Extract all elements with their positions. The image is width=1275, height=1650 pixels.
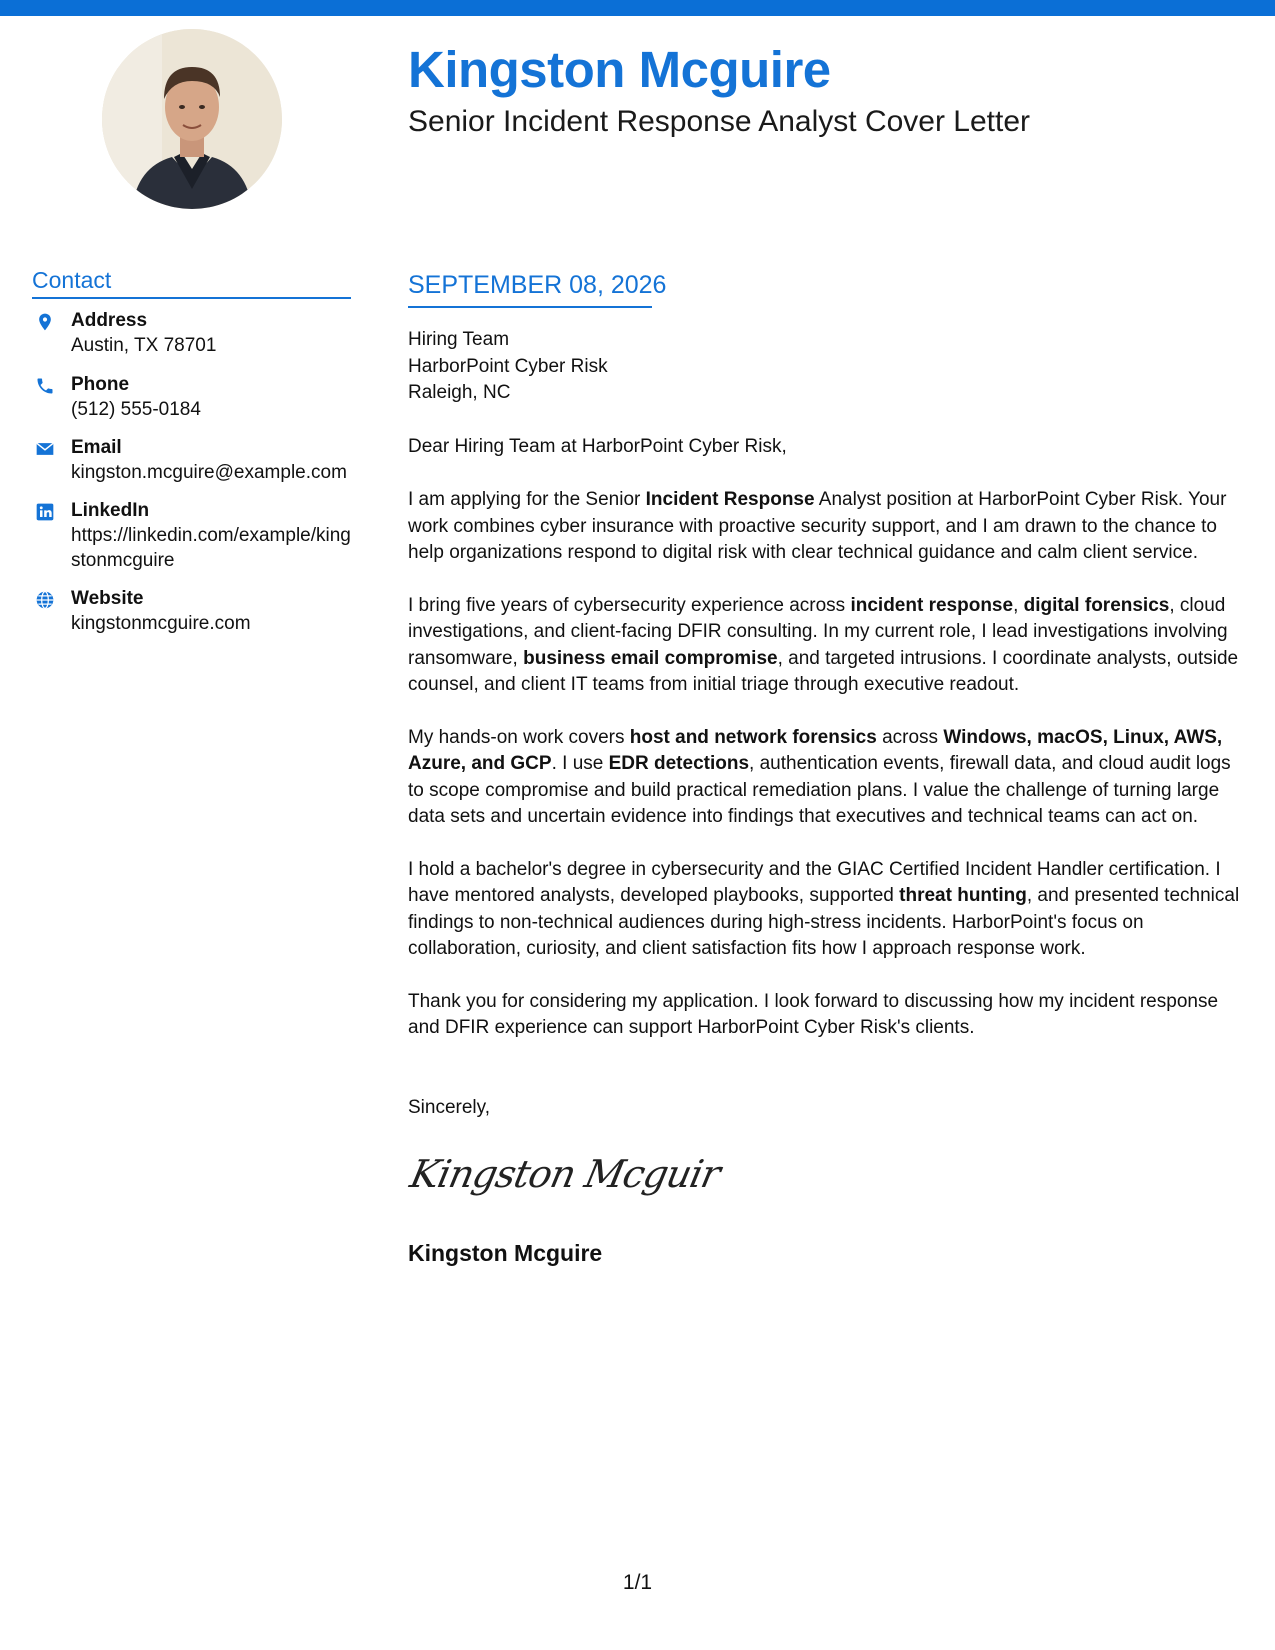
letter-body (408, 327, 1240, 1068)
emphasized-text: digital forensics (1023, 594, 1170, 616)
recipient-line: Raleigh, NC (408, 382, 511, 403)
contact-label: Website (71, 588, 144, 609)
linkedin-icon (35, 502, 55, 522)
portrait-image (102, 29, 282, 209)
applicant-name: Kingston Mcguire (408, 41, 831, 98)
paragraph-text: I bring five years of cybersecurity experience across (408, 594, 851, 616)
recipient-line: HarborPoint Cyber Risk (408, 355, 608, 377)
contact-label: Address (71, 310, 148, 331)
contact-value: Austin, TX 78701 (71, 335, 217, 356)
page-number: 1/1 (622, 1571, 653, 1594)
profile-photo (102, 29, 282, 209)
letter-paragraph (408, 725, 1240, 831)
emphasized-text: incident response (850, 594, 1014, 616)
emphasized-text: Windows, macOS, Linux, AWS, Azure, and GCP (408, 726, 1223, 774)
paragraph-text: , (1013, 594, 1024, 616)
location-pin-icon (35, 312, 55, 332)
phone-icon (35, 376, 55, 396)
recipient-block (408, 327, 1240, 407)
emphasized-text: business email compromise (523, 647, 778, 669)
top-accent-bar (0, 0, 1275, 16)
emphasized-text: Incident Response (645, 489, 815, 510)
emphasized-text: threat hunting (899, 885, 1027, 906)
emphasized-text: EDR detections (608, 753, 750, 774)
contact-label: Email (71, 437, 122, 458)
paragraph-text: . I use (551, 753, 609, 774)
letter-paragraph (408, 989, 1240, 1042)
contact-value[interactable]: (512) 555-0184 (71, 399, 201, 420)
envelope-icon (35, 439, 55, 459)
contact-heading: Contact (32, 267, 112, 293)
letter-paragraph (408, 487, 1240, 567)
signer-name: Kingston Mcguire (408, 1240, 603, 1266)
paragraph-text: Analyst position at HarborPoint Cyber Risk. Your work combines cyber insurance with proactive security support, and I am drawn to the chance to help organizations respond to digital risk with clear technical guidance and calm client service. (408, 489, 1227, 563)
paragraph-text: across (876, 726, 944, 748)
contact-label: LinkedIn (71, 500, 150, 521)
contact-label: Phone (71, 374, 130, 395)
letter-date: SEPTEMBER 08, 2026 (408, 271, 667, 299)
paragraph-text: I am applying for the Senior (408, 489, 646, 510)
paragraph-text: , and presented technical findings to non-technical audiences during high-stress incidents. HarborPoint's focus on collaboration, curiosity, and client satisfaction fits how I approach response work. (408, 885, 1240, 959)
paragraph-text: Thank you for considering my application. I look forward to discussing how my incident response and DFIR experience can support HarborPoint Cyber Risk's clients. (408, 990, 1219, 1038)
handwritten-signature: Kingston Mcguir (406, 1152, 724, 1196)
date-divider (408, 306, 652, 308)
paragraph-text: , authentication events, firewall data, and cloud audit logs to scope compromise and build practical remediation plans. I value the challenge of turning large data sets and uncertain evidence into findings that executives and technical teams can act on. (408, 753, 1231, 827)
globe-icon (35, 590, 55, 610)
paragraph-text: My hands-on work covers (408, 726, 630, 748)
paragraph-text: I hold a bachelor's degree in cybersecurity and the GIAC Certified Incident Handler certification. I have mentored analysts, developed playbooks, supported (408, 858, 1221, 906)
contact-value[interactable]: https://linkedin.com/example/kingstonmcguire (71, 525, 351, 571)
contact-divider (32, 297, 351, 299)
closing: Sincerely, (408, 1097, 491, 1118)
paragraph-text: , and targeted intrusions. I coordinate analysts, outside counsel, and client IT teams from initial triage through executive readout. (408, 647, 1239, 695)
greeting: Dear Hiring Team at HarborPoint Cyber Risk, (408, 435, 787, 457)
document-subtitle: Senior Incident Response Analyst Cover Letter (408, 105, 1031, 138)
contact-value[interactable]: kingston.mcguire@example.com (71, 462, 347, 483)
letter-paragraphs (408, 487, 1240, 1042)
letter-paragraph (408, 593, 1240, 699)
letter-paragraph (408, 857, 1240, 963)
recipient-line: Hiring Team (408, 329, 510, 350)
emphasized-text: host and network forensics (629, 726, 877, 748)
contact-value[interactable]: kingstonmcguire.com (71, 613, 251, 634)
paragraph-text: , cloud investigations, and client-facing DFIR consulting. In my current role, I lead investigations involving ransomware, (408, 594, 1228, 669)
